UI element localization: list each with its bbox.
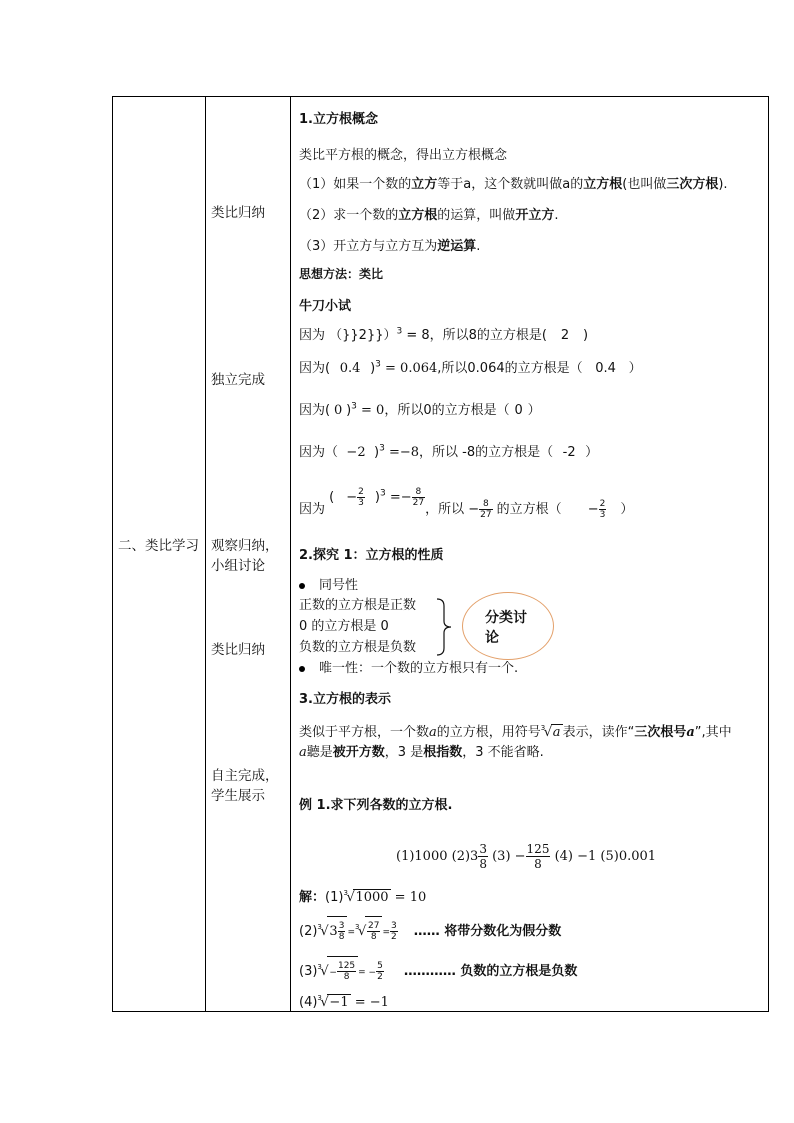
property-uniqueness: 唯一性：一个数的立方根只有一个. [299, 661, 518, 677]
activity-label: 自主完成， [211, 768, 279, 784]
bullet-icon [299, 583, 305, 589]
activity-label: 类比归纳 [211, 642, 265, 658]
trial-row-1: 因为 $(\}\}2\}\})^3 = 8$，所以8的立方根是( 2 ) [299, 326, 589, 343]
callout-text: 分类讨论 [485, 610, 527, 646]
solution-3: (3) 3 √ − $\frac{125}{8}$ = − $\frac{5}{2}$ ………… 负数的立方根是负数 [299, 956, 577, 986]
method-note: 思想方法：类比 [299, 267, 384, 281]
activity-label: 学生展示 [211, 788, 265, 804]
property-line: 负数的立方根是负数 [299, 640, 417, 655]
property-line: 0 的立方根是 0 [299, 619, 389, 634]
notation-line-2: a聽是被开方数，3 是根指数，3 不能省略. [299, 745, 544, 760]
solution-4: (4) 3 √ −1 = −1 [299, 994, 389, 1010]
brace-icon [435, 598, 453, 656]
trial-title: 牛刀小试 [299, 299, 352, 314]
solution-2: (2) 3 √ 3 $\frac{3}{8}$ = 3 √ $\frac{27}{8}$ = $\frac{3}{2}$ …… 将带分数化为假分数 [299, 916, 561, 946]
concept-point-1: （1）如果一个数的立方等于a，这个数就叫做a的立方根(也叫做三次方根). [299, 177, 728, 192]
trial-row-5: 因为 ( − $\frac{2}{3}$ )$^3$ =− $\frac{8}{27}$ ，所以 − $\frac{8}{27}$ 的立方根（ − $\frac{2}{3}$ ） [299, 487, 634, 520]
section-label: 二、类比学习 [118, 538, 199, 554]
property-line: 正数的立方根是正数 [299, 598, 417, 613]
column-divider-2 [290, 96, 291, 1012]
column-divider-1 [205, 96, 206, 1012]
example-title: 例 1.求下列各数的立方根. [299, 798, 453, 813]
concept-point-3: （3）开立方与立方互为逆运算. [299, 239, 481, 254]
solution-1: 解：(1) 3 √ 1000 = 10 [299, 889, 427, 905]
explore-title: 2.探究 1：立方根的性质 [299, 548, 444, 563]
activity-label: 独立完成 [211, 372, 265, 388]
activity-label: 观察归纳， [211, 538, 279, 554]
notation-line-1: 类似于平方根，一个数a的立方根，用符号 3 √ a 表示，读作“三次根号a”,其中 [299, 724, 732, 740]
trial-row-2: 因为( 0.4 )$^3$ = 0.064,所以0.064的立方根是（ 0.4 ） [299, 359, 642, 376]
concept-intro: 类比平方根的概念，得出立方根概念 [299, 148, 508, 163]
property-same-sign: 同号性 [299, 578, 358, 594]
bullet-icon [299, 666, 305, 672]
example-items: (1)1000 (2)3 $\frac{3}{8}$ (3) − $\frac{125}{8}$ (4) −1 (5)0.001 [396, 842, 657, 871]
activity-label: 小组讨论 [211, 558, 265, 574]
activity-label: 类比归纳 [211, 205, 265, 221]
trial-row-4: 因为（ −2 )$^3$ =−8，所以 -8的立方根是（ -2 ） [299, 443, 599, 460]
trial-row-3: 因为( 0 )$^3$ = 0，所以0的立方根是（ 0 ） [299, 401, 541, 418]
concept-title: 1.立方根概念 [299, 112, 378, 127]
concept-point-2: （2）求一个数的立方根的运算，叫做开立方. [299, 208, 559, 223]
notation-title: 3.立方根的表示 [299, 692, 391, 707]
